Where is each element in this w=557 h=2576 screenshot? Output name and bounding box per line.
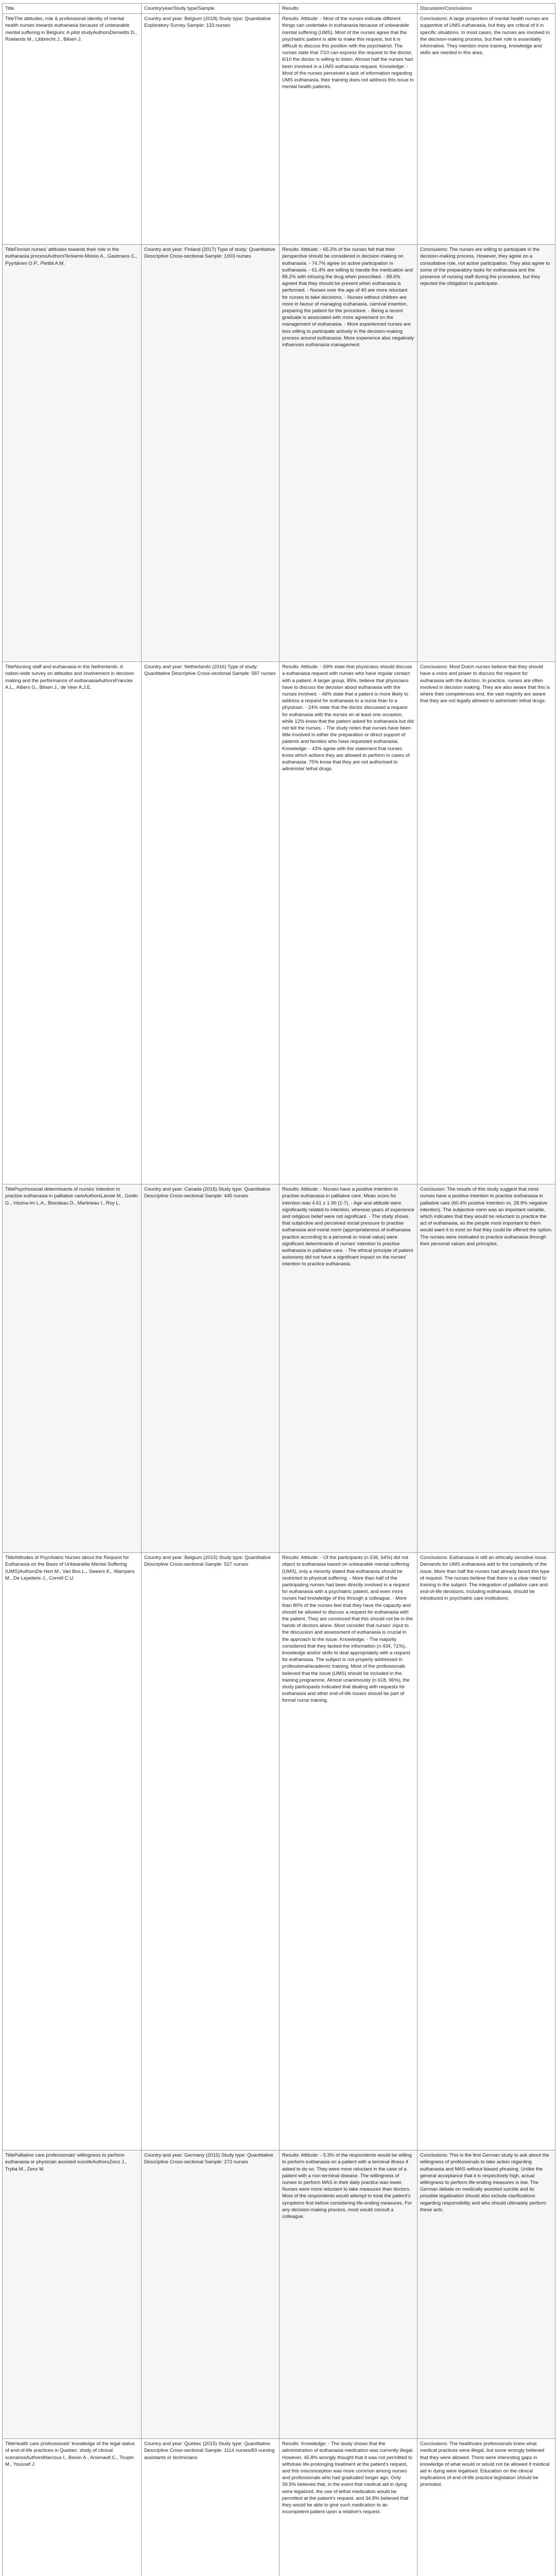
authors-label: Authors: [93, 29, 110, 36]
table-row: [3, 662, 555, 1184]
meta-cell: Country and year: Belgium (2018) Study type: Quantitative Exploratory Survey Sample: 133 nurses: [142, 14, 280, 245]
title-label: Title: [5, 247, 14, 253]
study-authors: De Hert M., Van Bos L., Sweers K., Wampers M., De Lepeleire J., Correll C.U.: [5, 1568, 135, 1581]
table-row: [3, 245, 555, 662]
meta-cell: Country and year: Canada (2016) Study type: Quantitative Descriptive Cross-sectional Sample: 445 nurses: [142, 1184, 280, 1553]
column-header-results: Results: [280, 4, 417, 14]
column-header-discussion: Discussion/Conclusions: [417, 4, 555, 14]
study-title: Finnish nurses' attitudes towards their role in the euthanasia process: [5, 247, 119, 260]
title-cell: [3, 1553, 142, 2150]
title-label: Title: [5, 16, 14, 22]
discussion-cell: Conclusions: The healthcare professionals knew what medical practices were illegal, but some wrongly believed that they were allowed. There were interesting gaps in knowledge of what would or would not be allowed if medical aid in dying were legalised. Education on the clinical implications of end-of-life practice legislation should be promoted.: [417, 2439, 555, 2576]
column-header-country-study: Country/year/Study type/Sample: [142, 4, 280, 14]
study-title: The attitudes, role & professional identity of mental health nurses towards euthanasia because of unbearable mental suffering in Belgium: A pilot study: [5, 16, 130, 36]
title-label: Title: [5, 2441, 14, 2447]
study-title: Nursing staff and euthanasia in the Netherlands. A nation-wide survey on attitudes and involvement in decision making and the performance of euthanasia: [5, 664, 134, 684]
study-authors: Demedts D., Roelands M., Libbrecht J., Bilsen J.: [5, 29, 137, 42]
title-cell: [3, 662, 142, 1184]
discussion-cell: Conclusion: The results of this study suggest that most nurses have a positive intention to practise euthanasia in palliative care (60.4% positive intention vs. 28.8% negative intention). The subjective norm was an important variable, which indicates that they would be reluctant to practice the act of euthanasia, as the people most important to them would want it to exist so that they could be offered the option. The nurses were motivated to practice euthanasia through their personal values and principles.: [417, 1184, 555, 1553]
discussion-cell: Conclusions: Most Dutch nurses believe that they should have a voice and power to discuss the request for euthanasia with the doctors. In practice, nurses are often involved in decision making. They are also aware that this is where their competences end, the vast majority are aware that they are not legally allowed to administer lethal drugs.: [417, 662, 555, 1184]
title-cell: [3, 245, 142, 662]
table-row: [3, 2150, 555, 2439]
meta-cell: Country and year: Netherlands (2016) Type of study: Quantitative Descriptive Cross-sectional Sample: 587 nurses: [142, 662, 280, 1184]
study-authors: Marcoux I., Boivin A., Arsenault C., Toupin M., Youssef J.: [5, 2454, 134, 2467]
study-title: Attitudes of Psychiatric Nurses about the Request for Euthanasia on the Basis of Unbearable Mental Suffering (UMS): [5, 1555, 129, 1574]
title-cell: [3, 2150, 142, 2439]
discussion-cell: Conclusions: Euthanasia is still an ethically sensitive issue. Demands for UMS euthanasia add to the complexity of the issue. More than half the nurses had already faced this type of request. The nurses believe that there is a clear need to training in the subject. The integration of palliative care and end-of-life decisions, including euthanasia, should be introduced in psychiatric care institutions.: [417, 1553, 555, 2150]
discussion-cell: Conclusions: A large proportion of mental health nurses are supportive of UMS euthanasia, but they are critical of it in specific situations. In most cases, the nurses are involved in the decision-making process, but their role is essentially informative. They mention more training, knowledge and skills are needed in this area.: [417, 14, 555, 245]
title-label: Title: [5, 1187, 14, 1193]
title-label: Title: [5, 664, 14, 670]
review-table: [2, 3, 555, 2576]
authors-label: Authors: [19, 1568, 37, 1574]
results-cell: Results: Attitude: - Of the participants (n 536, 64%) did not object to euthanasia based on unbearable mental suffering (UMS), only a minority stated that euthanasia should be restricted to physical suffering. - More than half of the participating nurses had been directly involved in a request for euthanasia with a psychiatric patient, and even more nurses had knowledge of this through a colleague. - More than 80% of the nurses feel that they have the capacity and should be allowed to discuss a request for euthanasia with the patient. They are convinced that this should not be in the hands of doctors alone. Most consider that nurses' input to the discussion and assessment of euthanasia is crucial in the approach to the issue. Knowledge: - The majority considered that they lacked the information (n 434, 71%), knowledge and/or skills to deal appropriately with a request for euthanasia. The subject is not properly addressed in professional/academic training. Most of the professionals believed that the issue (UMS) should be included in the training programme. Almost unanimously (n 618, 96%), the study participants indicated that dealing with requests for euthanasia and other end-of-life issues should be part of formal nurse training.: [280, 1553, 417, 2150]
study-authors: Terkamo-Moisio A., Gastmans C., Pyyrtänen O.P., Pietilä A.M.: [5, 253, 137, 266]
title-cell: [3, 14, 142, 245]
authors-label: Authors: [98, 677, 115, 684]
discussion-cell: Conclusions: This is the first German study to ask about the willingness of professionals to take action regarding euthanasia and MAS without biased phrasing. Unlike the general acceptance that it is respectively high, actual willingness to perform life-ending measures is low. The German debate on medically assisted suicide and its possible legalisation should also include clarifications regarding responsibility and who should ultimately perform these acts.: [417, 2150, 555, 2439]
title-cell: [3, 2439, 142, 2576]
title-label: Title: [5, 2153, 14, 2159]
table-row: [3, 2439, 555, 2576]
results-cell: Results: Attitude: - 5.3% of the respondents would be willing to perform euthanasia on a patient with a terminal illness if asked to do so. They were more reluctant in the case of a patient with a non-terminal disease. The willingness of nurses to perform MAS in their daily practice was lower. Nurses were more reluctant to take measures than doctors. Most of the respondents would attempt to treat the patient's symptoms first before considering life-ending measures. For any decision-making process, most would consult a colleague.: [280, 2150, 417, 2439]
study-authors: Zenz J., Tryba M., Zenz M.: [5, 2159, 127, 2172]
study-title: Health care professionals' knowledge of the legal status of end-of-life practices in Quebec: study of clinical scenarios: [5, 2441, 135, 2461]
table-header-row: [3, 4, 555, 14]
authors-label: Authors: [47, 253, 65, 260]
results-cell: Results: Knowledge: - The study shows that the administration of euthanasia medication was currently illegal. However, 45.8% wrongly thought that it was not permitted to withdraw life-prolonging treatment at the patient's request, and this misconception was more common among nurses and professionals who had graduated longer ago. Only 39.5% believed that, in the event that medical aid in dying were legalized, the use of lethal medication would be permitted at the patient's request, and 34.8% believed that they would be able to give such medication to an incompetent patient upon a relative's request.: [280, 2439, 417, 2576]
meta-cell: Country and year: Belgium (2015) Study type: Quantitative Descriptive Cross-sectional Sample: 527 nurses: [142, 1553, 280, 2150]
title-label: Title: [5, 1555, 14, 1561]
meta-cell: Country and year: Germany (2015) Study type: Quantitative Descriptive Cross-sectional Sample: 272 nurses: [142, 2150, 280, 2439]
study-title: Psychosocial determinants of nurses' intention to practise euthanasia in palliative care: [5, 1187, 120, 1199]
meta-cell: Country and year: Quebec (2015) Study type: Quantitative Descriptive Cross-sectional Sample: 1114 nurses/83 nursing assistants or technicians: [142, 2439, 280, 2576]
results-cell: Results: Attitude: - 69% state that physicians should discuss a euthanasia request with nurses who have regular contact with a patient. A larger group, 85%, believe that physicians have to discuss the decision about euthanasia with the nurses involved. - 46% state that a patient is more likely to address a request for euthanasia to a nurse than to a physician. - 24% state that the doctor discussed a request for euthanasia with the nurses on at least one occasion, while 12% know that the patient asked for euthanasia but did not tell the nurses. - The study notes that nurses have been little involved in either the preparation or direct support of patients and families who have requested euthanasia. Knowledge: - 43% agree with the statement that nurses know which actions they are allowed to perform in cases of euthanasia. 75% know that they are not authorised to administer lethal drugs.: [280, 662, 417, 1184]
study-authors: Lavoie M., Godin G., Vézina-Im L.A., Blondeau D., Martineau I., Roy L.: [5, 1193, 138, 1206]
study-title: Palliative care professionals' willingness to perform euthanasia or physician assisted suicide: [5, 2153, 125, 2165]
study-authors: Francke A.L., Albers G., Bilsen J., de Veer A.J.E.: [5, 677, 133, 690]
table-row: [3, 1553, 555, 2150]
authors-label: Authors: [92, 2159, 110, 2165]
discussion-cell: Conclusions: The nurses are willing to participate in the decision-making process. However, they agree on a consultative role, not active participation. They also agree to some of the preparatory tasks for euthanasia and the presence of nursing staff during the procedure, but they rejected the obligation to participate.: [417, 245, 555, 662]
results-cell: Results: Attitude: - 65.2% of the nurses felt that their perspective should be considered in decision making on euthanasia. - 74.7% agree on active participation in euthanasia. - 61.4% are willing to handle the medication and 89.2% with infusing the drug when prescribed. - 88.6% agreed that they should be present when euthanasia is performed. - Nurses over the age of 40 are more reluctant for nurses to take decisions. - Nurses without children are more in favour of managing euthanasia, carnival insertion, preparing the patient for the procedure. - Being a recent graduate is associated with more agreement on the management of euthanasia. - More experienced nurses are less willing to participate actively in the decision-making process around euthanasia. More experience also negatively influences euthanasia management.: [280, 245, 417, 662]
meta-cell: Country and year: Finland (2017) Type of study: Quantitative Descriptive Cross-sectional Sample: 1003 nurses: [142, 245, 280, 662]
table-row: [3, 14, 555, 245]
authors-label: Authors: [84, 1193, 101, 1199]
table-row: [3, 1184, 555, 1553]
title-cell: [3, 1184, 142, 1553]
column-header-title: Title: [3, 4, 142, 14]
authors-label: Authors: [26, 2454, 43, 2461]
results-cell: Results: Attitude: - Most of the nurses indicate different things can undertake in euthanasia because of unbearable mental suffering (UMS). Most of the nurses agree that the psychiatric patient is able to make this request, but it is difficult to discuss this position with the psychiatrist. The nurses state that 7/10 can express the request to the doctor, 6/10 the doctor is willing to listen. Almost half the nurses had been involved in a UMS euthanasia request. Knowledge: - Most of the nurses perceived a lack of information regarding UMS euthanasia, their training does not address this issue in mental health patients.: [280, 14, 417, 245]
results-cell: Results: Attitude: - Nurses have a positive intention to practise euthanasia in palliative care. Mean score for intention was 4.61 ± 1.90 (1-7). - Age and attitude were significantly related to intention, whereas years of experience and religious belief were not significant. - The study shows that subjective and perceived social pressure to practise euthanasia and moral norm (appropriateness of euthanasia practice according to a personal or moral value) were significant determinants of nurses' intention to practise euthanasia in palliative care. - The ethical principle of patient autonomy did not have a significant impact on the nurses' intention to practice euthanasia.: [280, 1184, 417, 1553]
